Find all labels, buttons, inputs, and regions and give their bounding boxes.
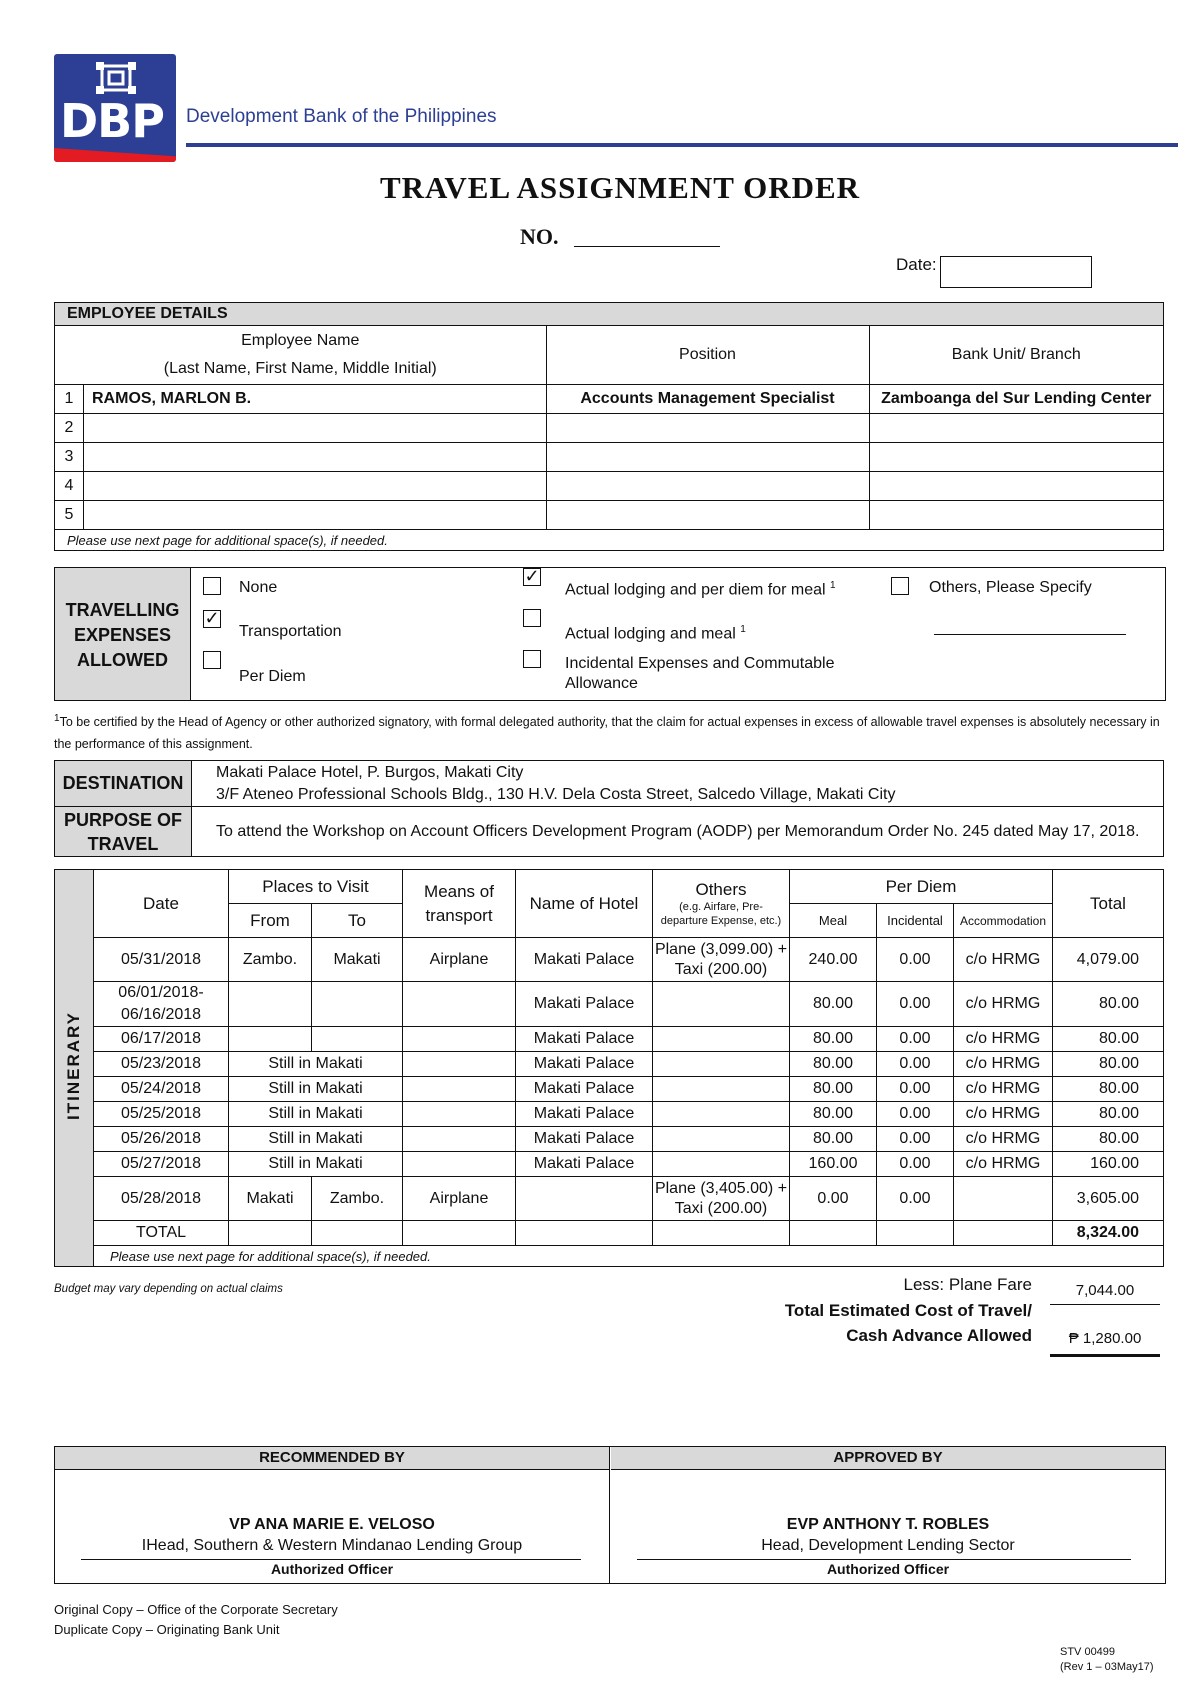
itin-from[interactable]: Makati (229, 1177, 312, 1221)
less-underline (1050, 1304, 1160, 1305)
itin-means[interactable]: Airplane (403, 1177, 516, 1221)
itin-place[interactable]: Still in Makati (229, 1102, 403, 1127)
itin-means[interactable] (403, 1127, 516, 1152)
itin-incidental[interactable]: 0.00 (877, 1052, 954, 1077)
option-actual-lodging-per-diem-text: Actual lodging and per diem for meal (565, 581, 826, 599)
itin-date[interactable] (94, 982, 229, 1027)
employee-unit-cell[interactable] (869, 443, 1164, 472)
col-per-diem: Per Diem (790, 870, 1053, 904)
itin-hotel[interactable]: Makati Palace (516, 982, 653, 1027)
itin-others[interactable] (653, 1102, 790, 1127)
itin-meal[interactable]: 160.00 (790, 1152, 877, 1177)
destination-line2: 3/F Ateneo Professional Schools Bldg., 130 H.V. Dela Costa Street, Salcedo Village, Makati City (216, 785, 896, 803)
employee-row (55, 414, 1164, 443)
itin-total[interactable]: 160.00 (1053, 1152, 1164, 1177)
itinerary-note: Please use next page for additional space(s), if needed. (94, 1246, 1164, 1267)
footnote-marker: 1 (54, 713, 60, 724)
row-number: 4 (55, 472, 84, 501)
approved-column (611, 1447, 1165, 1583)
itin-means[interactable]: Airplane (403, 938, 516, 982)
signature-section (54, 1446, 1166, 1584)
recommended-signature-line[interactable] (81, 1559, 581, 1560)
itin-means[interactable] (403, 1077, 516, 1102)
itin-incidental[interactable]: 0.00 (877, 982, 954, 1027)
total-underline (1050, 1354, 1160, 1357)
col-total: Total (1053, 870, 1164, 938)
itin-hotel[interactable]: Makati Palace (516, 938, 653, 982)
employee-position-cell[interactable]: Accounts Management Specialist (546, 385, 869, 414)
checkbox-transportation[interactable] (203, 610, 221, 628)
itin-accommodation[interactable] (954, 1177, 1053, 1221)
total-estimated-value: ₱ 1,280.00 (1068, 1330, 1142, 1347)
checkbox-none[interactable] (203, 577, 221, 595)
checkbox-actual-lodging-per-diem[interactable] (523, 568, 541, 586)
header-rule (186, 143, 1178, 147)
budget-note: Budget may vary depending on actual claims (54, 1283, 283, 1295)
itin-incidental[interactable]: 0.00 (877, 1127, 954, 1152)
approved-position: Head, Development Lending Sector (761, 1537, 1015, 1554)
checkbox-per-diem[interactable] (203, 651, 221, 669)
approved-authorized-label: Authorized Officer (826, 1561, 950, 1577)
itin-place[interactable]: Still in Makati (229, 1152, 403, 1177)
itin-empty (229, 1221, 312, 1246)
col-means-line2: transport (425, 905, 493, 925)
itinerary-row (55, 1102, 1164, 1127)
itinerary-row (55, 938, 1164, 982)
itinerary-row (55, 982, 1164, 1027)
itin-meal[interactable]: 80.00 (790, 1052, 877, 1077)
date-field[interactable] (940, 256, 1092, 288)
approved-name: EVP ANTHONY T. ROBLES (786, 1516, 990, 1533)
employee-position-cell[interactable] (546, 501, 869, 530)
itin-empty (312, 1221, 403, 1246)
itinerary-row (55, 1077, 1164, 1102)
col-employee-name (55, 326, 547, 385)
destination-label: DESTINATION (55, 761, 192, 807)
logo-text: DBP (60, 94, 164, 148)
travelling-label-line3: ALLOWED (77, 650, 168, 670)
employee-name-cell[interactable]: RAMOS, MARLON B. (84, 385, 547, 414)
employee-details-table (54, 302, 1164, 551)
col-others (653, 870, 790, 938)
employee-name-cell[interactable] (84, 414, 547, 443)
itin-accommodation[interactable]: c/o HRMG (954, 1077, 1053, 1102)
option-actual-lodging-meal-text: Actual lodging and meal (565, 625, 736, 643)
itin-date[interactable]: 05/28/2018 (94, 1177, 229, 1221)
itin-total[interactable]: 80.00 (1053, 1052, 1164, 1077)
dbp-emblem-icon (94, 60, 138, 96)
itin-meal[interactable]: 80.00 (790, 1027, 877, 1052)
purpose-label-line2: TRAVEL (87, 833, 159, 854)
recommended-authorized-label: Authorized Officer (270, 1561, 394, 1577)
original-copy-note: Original Copy – Office of the Corporate Secretary (54, 1602, 338, 1617)
itin-others[interactable] (653, 1077, 790, 1102)
col-incidental: Incidental (877, 904, 954, 938)
footnote-marker: 1 (830, 580, 836, 591)
employee-note: Please use next page for additional space(s), if needed. (55, 530, 1164, 551)
itin-date[interactable]: 05/31/2018 (94, 938, 229, 982)
duplicate-copy-note: Duplicate Copy – Originating Bank Unit (54, 1622, 280, 1637)
itin-accommodation[interactable]: c/o HRMG (954, 1027, 1053, 1052)
itin-incidental[interactable]: 0.00 (877, 1102, 954, 1127)
itin-others[interactable] (653, 1177, 790, 1221)
itin-date[interactable]: 05/25/2018 (94, 1102, 229, 1127)
itin-accommodation[interactable]: c/o HRMG (954, 1102, 1053, 1127)
form-revision: (Rev 1 – 03May17) (1060, 1661, 1154, 1673)
itin-from[interactable] (229, 982, 312, 1027)
itin-means[interactable] (403, 982, 516, 1027)
itin-date[interactable]: 05/26/2018 (94, 1127, 229, 1152)
option-incidental-line1: Incidental Expenses and Commutable (565, 655, 835, 672)
col-means-line1: Means of (424, 881, 494, 901)
footnote-text: To be certified by the Head of Agency or other authorized signatory, with formal delegated authority, that the claim for actual expenses in excess of allowable travel expenses is absolutely necessary in the performance of this assignment. (54, 715, 1160, 752)
itin-meal[interactable]: 80.00 (790, 1077, 877, 1102)
destination-line1: Makati Palace Hotel, P. Burgos, Makati City (216, 763, 524, 781)
itin-total[interactable]: 4,079.00 (1053, 938, 1164, 982)
page-title: TRAVEL ASSIGNMENT ORDER (379, 170, 861, 205)
itinerary-total-row (55, 1221, 1164, 1246)
itin-empty (516, 1221, 653, 1246)
employee-position-cell[interactable] (546, 414, 869, 443)
employee-section-label: EMPLOYEE DETAILS (55, 303, 1164, 326)
itinerary-row (55, 1127, 1164, 1152)
travelling-footnote (54, 708, 1164, 755)
itin-means[interactable] (403, 1152, 516, 1177)
destination-value[interactable] (192, 761, 1164, 807)
checkbox-actual-lodging-meal[interactable] (523, 609, 541, 627)
row-number: 3 (55, 443, 84, 472)
itin-date-line2: 06/16/2018 (120, 1006, 202, 1023)
itin-hotel[interactable]: Makati Palace (516, 1127, 653, 1152)
employee-unit-cell[interactable] (869, 414, 1164, 443)
purpose-label-line1: PURPOSE OF (63, 809, 183, 830)
itin-to[interactable] (312, 982, 403, 1027)
option-incidental-line2: Allowance (565, 675, 638, 692)
col-date: Date (94, 870, 229, 938)
itin-accommodation[interactable]: c/o HRMG (954, 938, 1053, 982)
col-means (403, 870, 516, 938)
itin-date[interactable]: 05/23/2018 (94, 1052, 229, 1077)
itin-hotel[interactable]: Makati Palace (516, 1052, 653, 1077)
option-none-label: None (239, 579, 278, 596)
itin-incidental[interactable]: 0.00 (877, 938, 954, 982)
col-accommodation: Accommodation (954, 904, 1053, 938)
itin-total[interactable]: 80.00 (1053, 1127, 1164, 1152)
itin-incidental[interactable]: 0.00 (877, 1152, 954, 1177)
itin-others[interactable] (653, 982, 790, 1027)
destination-table (54, 760, 1164, 857)
itin-others[interactable] (653, 1027, 790, 1052)
itinerary-row (55, 1177, 1164, 1221)
itin-incidental[interactable]: 0.00 (877, 1027, 954, 1052)
itin-hotel[interactable]: Makati Palace (516, 1077, 653, 1102)
itin-to[interactable] (312, 1027, 403, 1052)
total-estimated-label-line2: Cash Advance Allowed (846, 1326, 1032, 1345)
form-number (1060, 1645, 1154, 1675)
employee-row (55, 472, 1164, 501)
purpose-value[interactable]: To attend the Workshop on Account Officers Development Program (AODP) per Memorandum Order No. 245 dated May 17, 2018. (192, 807, 1164, 857)
itin-place[interactable]: Still in Makati (229, 1077, 403, 1102)
check-mark-icon: ✓ (204, 608, 220, 628)
employee-unit-cell[interactable]: Zamboanga del Sur Lending Center (869, 385, 1164, 414)
bank-name: Development Bank of the Philippines (186, 106, 497, 127)
row-number: 1 (55, 385, 84, 414)
itin-empty (790, 1221, 877, 1246)
itin-place[interactable]: Still in Makati (229, 1127, 403, 1152)
purpose-label (55, 807, 192, 857)
order-no-field[interactable] (574, 246, 720, 247)
option-actual-lodging-meal-label (565, 624, 746, 643)
itin-others[interactable] (653, 938, 790, 982)
itin-incidental[interactable]: 0.00 (877, 1177, 954, 1221)
itin-accommodation[interactable]: c/o HRMG (954, 1127, 1053, 1152)
itinerary-row (55, 1152, 1164, 1177)
itin-others[interactable] (653, 1127, 790, 1152)
itin-total[interactable]: 80.00 (1053, 1027, 1164, 1052)
col-position: Position (546, 326, 869, 385)
itin-means[interactable] (403, 1052, 516, 1077)
others-specify-field[interactable] (934, 634, 1126, 635)
itin-date-line1: 06/01/2018- (118, 984, 204, 1001)
row-number: 5 (55, 501, 84, 530)
less-plane-fare-label: Less: Plane Fare (903, 1275, 1032, 1294)
approved-signature-line[interactable] (637, 1559, 1131, 1560)
itin-others[interactable] (653, 1152, 790, 1177)
itin-hotel[interactable]: Makati Palace (516, 1027, 653, 1052)
employee-name-cell[interactable] (84, 472, 547, 501)
option-per-diem-label: Per Diem (239, 668, 306, 685)
itinerary-row (55, 1027, 1164, 1052)
itin-to[interactable]: Zambo. (312, 1177, 403, 1221)
itin-others-line1: Plane (3,099.00) + (654, 940, 788, 958)
itin-accommodation[interactable]: c/o HRMG (954, 982, 1053, 1027)
itin-from[interactable] (229, 1027, 312, 1052)
check-mark-icon: ✓ (524, 566, 540, 586)
itin-total[interactable]: 80.00 (1053, 982, 1164, 1027)
employee-name-cell[interactable] (84, 443, 547, 472)
order-no-label: NO. (520, 224, 559, 249)
date-label: Date: (896, 255, 937, 274)
recommended-column (55, 1447, 610, 1583)
dbp-logo (54, 54, 176, 162)
itin-total-label: TOTAL (94, 1221, 229, 1246)
itin-hotel[interactable]: Makati Palace (516, 1152, 653, 1177)
col-meal: Meal (790, 904, 877, 938)
footnote-marker: 1 (740, 624, 746, 635)
recommended-name: VP ANA MARIE E. VELOSO (229, 1516, 435, 1533)
col-employee-name-line2: (Last Name, First Name, Middle Initial) (163, 360, 437, 377)
col-to: To (312, 904, 403, 938)
employee-unit-cell[interactable] (869, 501, 1164, 530)
less-plane-fare-value: 7,044.00 (1075, 1282, 1135, 1299)
copy-distribution (54, 1600, 338, 1640)
approved-by-label: APPROVED BY (611, 1447, 1165, 1470)
itin-others-line2: Taxi (200.00) (674, 960, 768, 978)
itin-empty (954, 1221, 1053, 1246)
itin-empty (403, 1221, 516, 1246)
checkbox-incidental[interactable] (523, 650, 541, 668)
travelling-label-line2: EXPENSES (73, 625, 172, 645)
itin-meal[interactable]: 240.00 (790, 938, 877, 982)
col-others-sub2: departure Expense, etc.) (660, 914, 782, 927)
travelling-expenses-label (55, 568, 191, 700)
employee-row (55, 385, 1164, 414)
itin-accommodation[interactable]: c/o HRMG (954, 1152, 1053, 1177)
employee-row (55, 501, 1164, 530)
employee-name-cell[interactable] (84, 501, 547, 530)
total-estimated-label-line1: Total Estimated Cost of Travel/ (784, 1301, 1032, 1320)
col-bank-unit: Bank Unit/ Branch (869, 326, 1164, 385)
itin-empty (653, 1221, 790, 1246)
col-from: From (229, 904, 312, 938)
option-incidental-label (565, 654, 835, 694)
recommended-by-label: RECOMMENDED BY (55, 1447, 609, 1470)
itin-meal[interactable]: 0.00 (790, 1177, 877, 1221)
option-actual-lodging-per-diem-label (565, 580, 836, 599)
employee-position-cell[interactable] (546, 443, 869, 472)
travelling-label-line1: TRAVELLING (65, 600, 180, 620)
itin-date[interactable]: 05/27/2018 (94, 1152, 229, 1177)
itinerary-row (55, 1052, 1164, 1077)
itin-meal[interactable]: 80.00 (790, 1127, 877, 1152)
col-places: Places to Visit (229, 870, 403, 904)
checkbox-others[interactable] (891, 577, 909, 595)
itin-meal[interactable]: 80.00 (790, 1102, 877, 1127)
itin-grand-total: 8,324.00 (1053, 1221, 1164, 1246)
col-hotel: Name of Hotel (516, 870, 653, 938)
itin-empty (877, 1221, 954, 1246)
itinerary-side-label (55, 870, 94, 1267)
col-employee-name-line1: Employee Name (241, 332, 360, 349)
itinerary-side-text: ITINERARY (64, 1011, 83, 1120)
itin-others-line1: Plane (3,405.00) + (654, 1179, 788, 1197)
itin-incidental[interactable]: 0.00 (877, 1077, 954, 1102)
itin-meal[interactable]: 80.00 (790, 982, 877, 1027)
itin-means[interactable] (403, 1027, 516, 1052)
itin-means[interactable] (403, 1102, 516, 1127)
itin-place[interactable]: Still in Makati (229, 1052, 403, 1077)
employee-unit-cell[interactable] (869, 472, 1164, 501)
itin-others-line2: Taxi (200.00) (674, 1199, 768, 1217)
col-others-sub1: (e.g. Airfare, Pre- (679, 900, 763, 913)
itin-total[interactable]: 80.00 (1053, 1077, 1164, 1102)
itin-from[interactable]: Zambo. (229, 938, 312, 982)
employee-row (55, 443, 1164, 472)
itin-date[interactable]: 06/17/2018 (94, 1027, 229, 1052)
col-others-title: Others (695, 879, 747, 899)
itin-to[interactable]: Makati (312, 938, 403, 982)
itin-hotel[interactable]: Makati Palace (516, 1102, 653, 1127)
itin-total[interactable]: 3,605.00 (1053, 1177, 1164, 1221)
option-transportation-label: Transportation (239, 623, 342, 640)
option-others-label: Others, Please Specify (929, 579, 1092, 596)
itin-others[interactable] (653, 1052, 790, 1077)
row-number: 2 (55, 414, 84, 443)
itin-total[interactable]: 80.00 (1053, 1102, 1164, 1127)
itin-hotel[interactable] (516, 1177, 653, 1221)
itin-accommodation[interactable]: c/o HRMG (954, 1052, 1053, 1077)
recommended-position: IHead, Southern & Western Mindanao Lending Group (141, 1537, 523, 1554)
logo-red-stripe (54, 148, 176, 162)
form-code: STV 00499 (1060, 1646, 1116, 1658)
itinerary-table (54, 869, 1164, 1267)
employee-position-cell[interactable] (546, 472, 869, 501)
itin-date[interactable]: 05/24/2018 (94, 1077, 229, 1102)
